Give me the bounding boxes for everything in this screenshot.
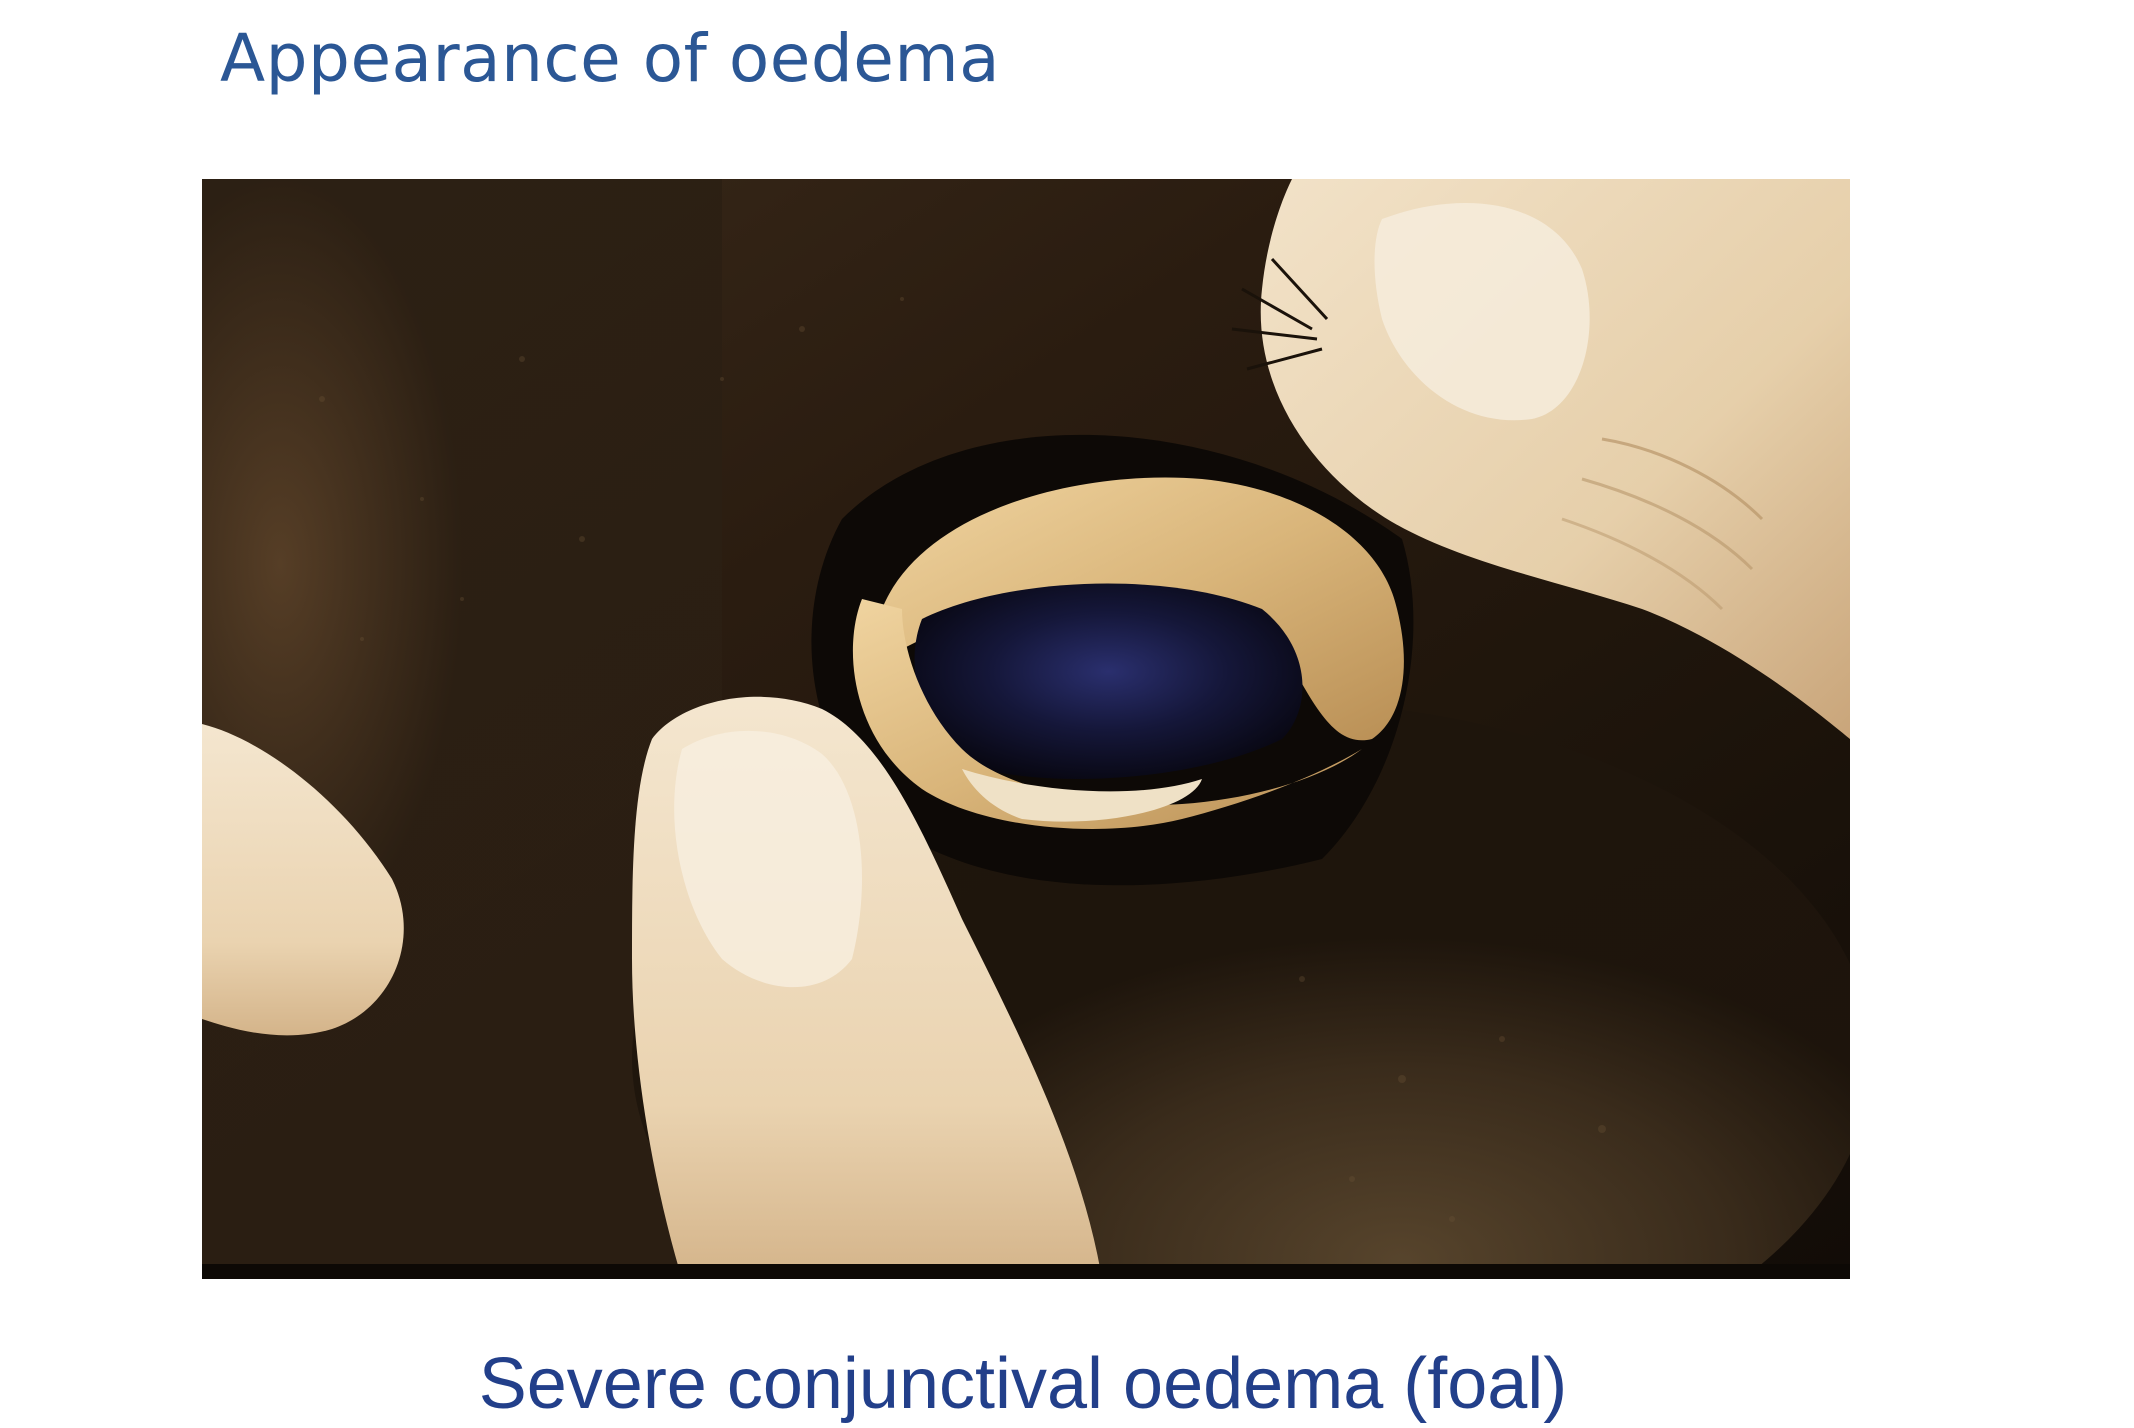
caption-text: Severe conjunctival oedema (foal) — [478, 1344, 1568, 1424]
foal-eye-photo — [202, 179, 1850, 1279]
figure-caption — [0, 1340, 2134, 1428]
slide-title: Appearance of oedema — [220, 20, 1001, 97]
photo-illustration — [202, 179, 1850, 1279]
